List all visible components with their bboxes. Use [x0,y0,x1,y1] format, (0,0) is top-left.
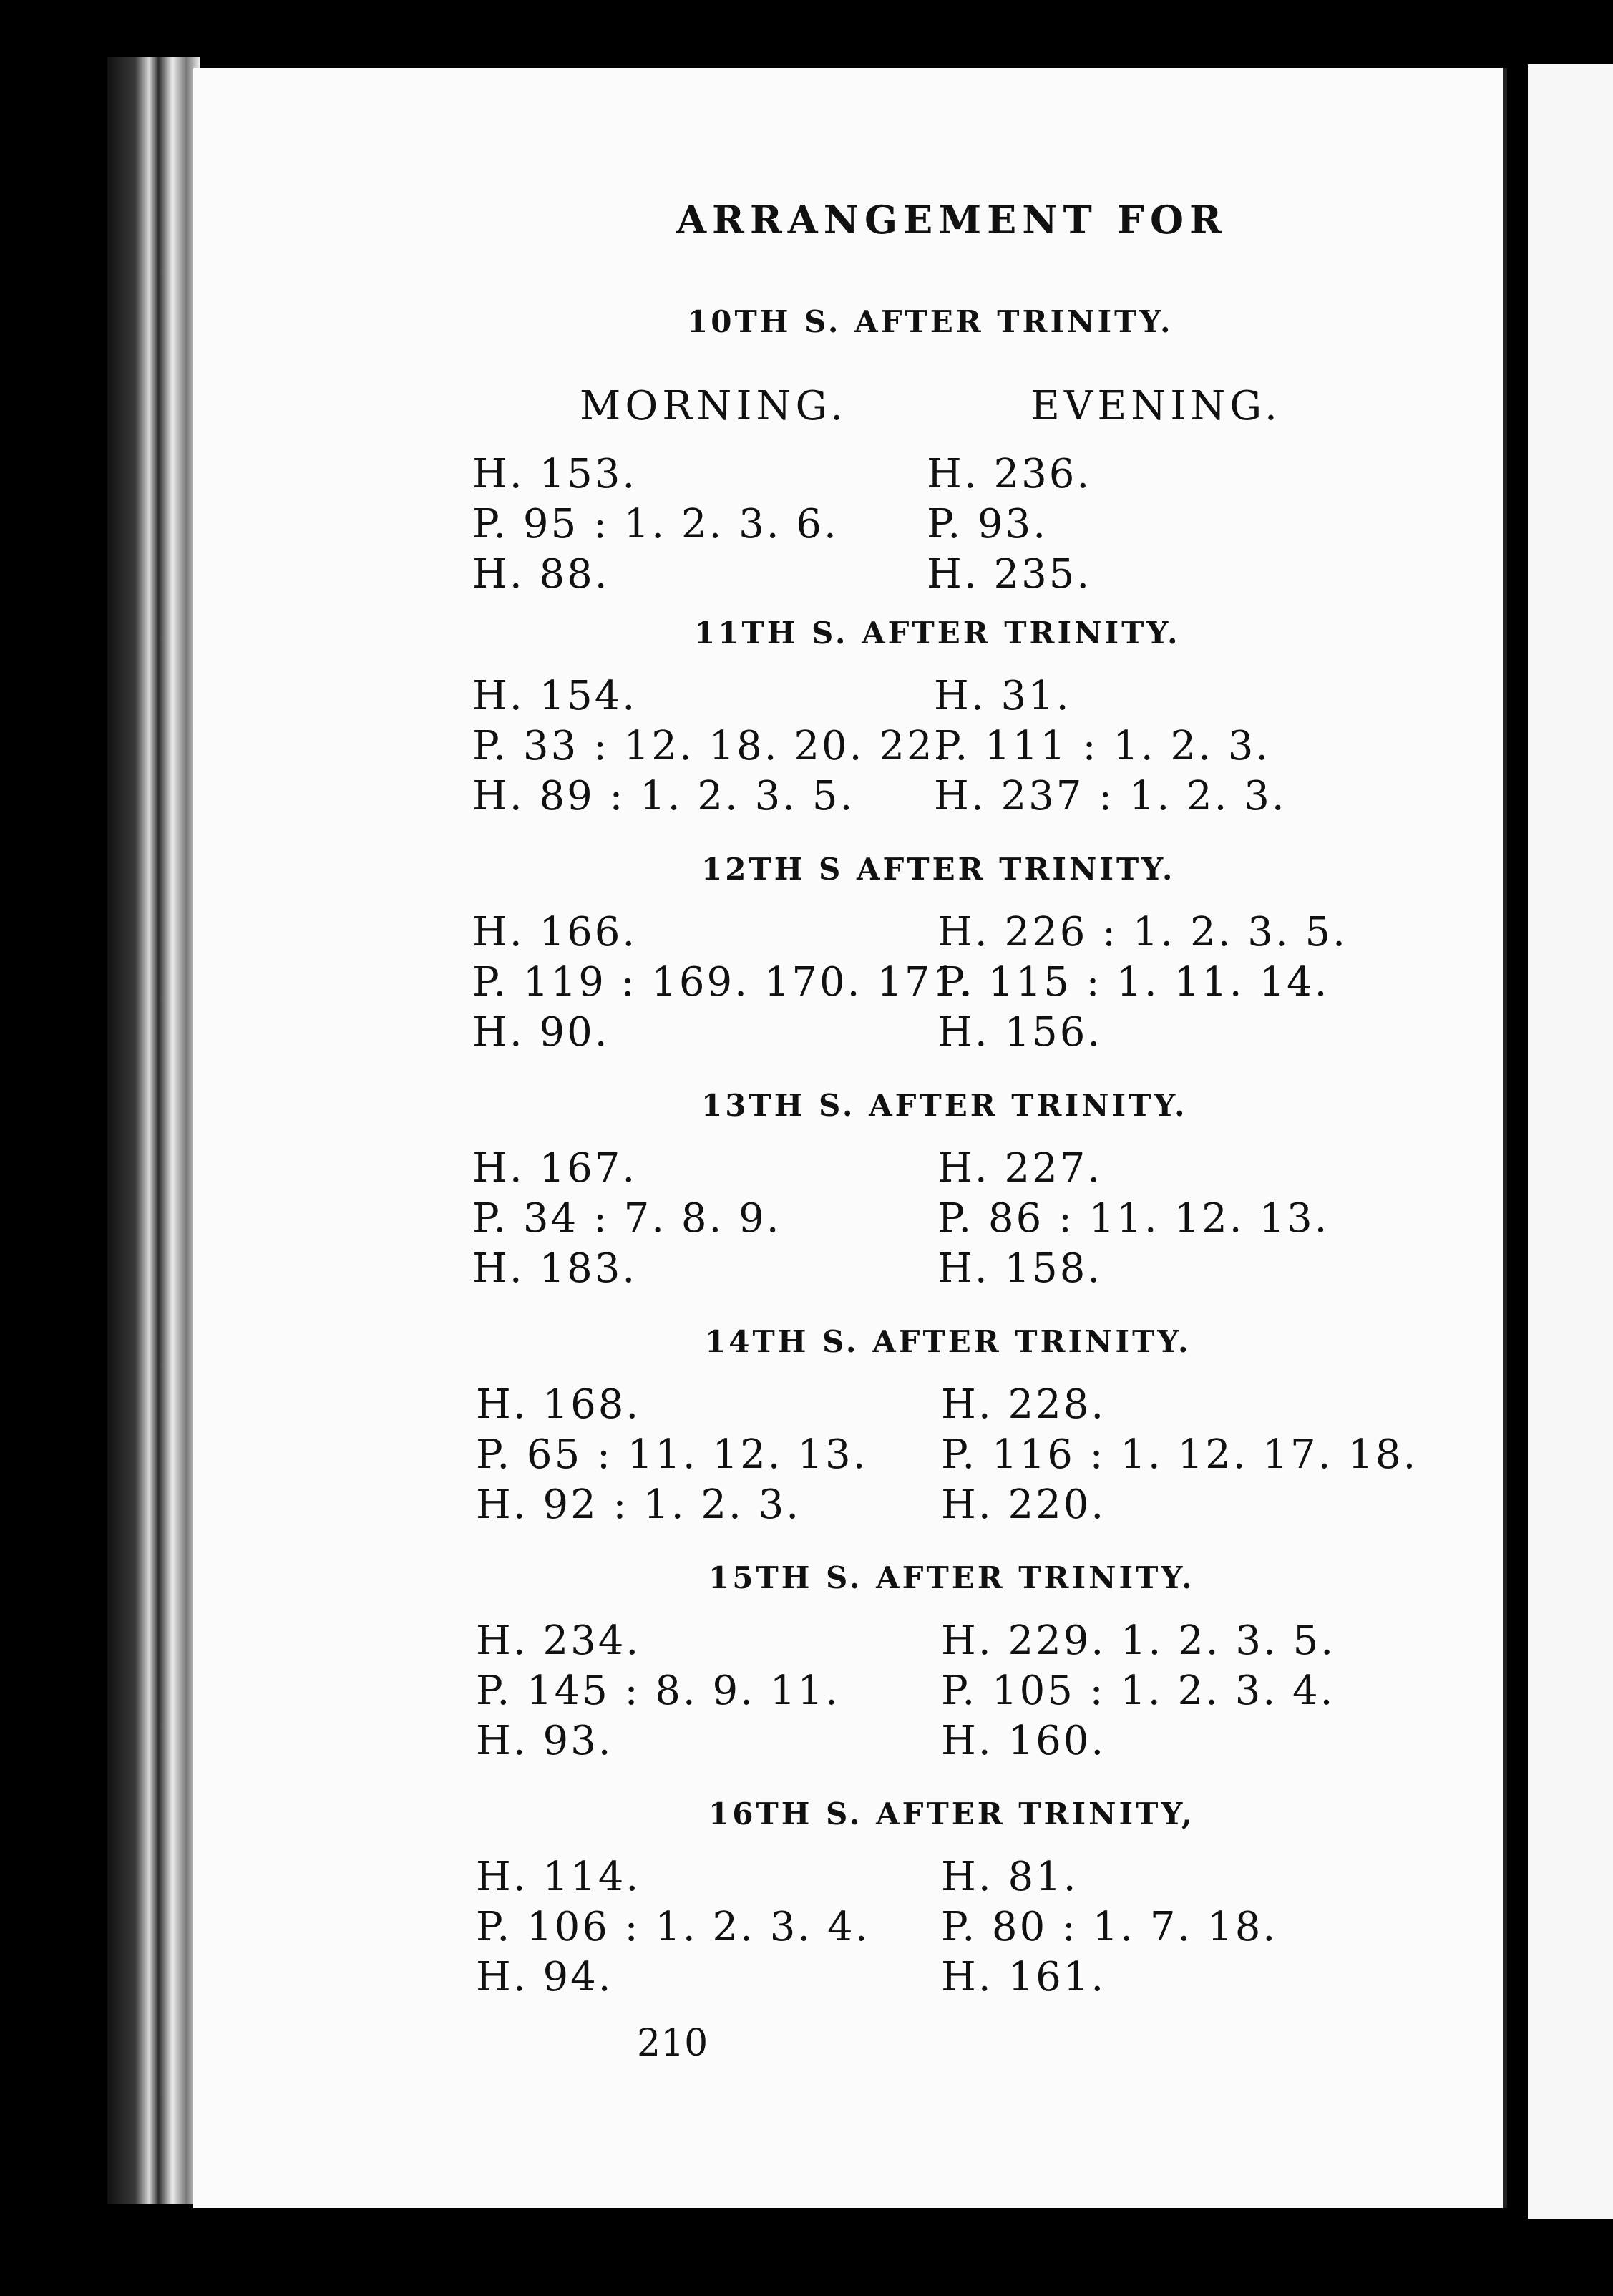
morning-line: P. 119 : 169. 170. 171. [472,959,975,1006]
evening-line: P. 93. [927,501,1048,548]
evening-line: H. 81. [941,1854,1078,1900]
section-title: 16TH S. AFTER TRINITY, [708,1796,1195,1832]
book-page [193,68,1507,2208]
evening-line: H. 237 : 1. 2. 3. [934,773,1287,819]
page-number: 210 [637,2022,708,2065]
section-title: 14TH S. AFTER TRINITY. [705,1324,1192,1359]
evening-header: EVENING. [1030,383,1282,429]
evening-line: H. 220. [941,1482,1106,1528]
evening-line: H. 236. [927,451,1092,497]
morning-line: P. 33 : 12. 18. 20. 22. [472,723,950,769]
adjacent-page-edge [1528,64,1613,2219]
morning-line: P. 145 : 8. 9. 11. [476,1668,840,1714]
morning-line: H. 153. [472,451,638,497]
evening-line: H. 158. [937,1245,1103,1292]
page-title-text: ARRANGEMENT FOR [676,197,1227,243]
evening-line: H. 228. [941,1381,1106,1428]
morning-line: H. 88. [472,551,610,598]
evening-line: P. 116 : 1. 12. 17. 18. [941,1431,1418,1478]
morning-line: H. 93. [476,1718,613,1764]
morning-line: H. 154. [472,673,638,719]
evening-line: P. 105 : 1. 2. 3. 4. [941,1668,1335,1714]
morning-line: H. 114. [476,1854,641,1900]
morning-line: H. 92 : 1. 2. 3. [476,1482,801,1528]
evening-line: P. 86 : 11. 12. 13. [937,1195,1330,1242]
morning-line: P. 65 : 11. 12. 13. [476,1431,868,1478]
morning-line: H. 166. [472,909,638,955]
morning-header: MORNING. [580,383,848,429]
evening-line: P. 80 : 1. 7. 18. [941,1904,1278,1950]
section-title: 15TH S. AFTER TRINITY. [708,1560,1195,1595]
page-title [193,197,1503,243]
evening-line: H. 160. [941,1718,1106,1764]
morning-line: H. 90. [472,1009,610,1056]
evening-line: H. 226 : 1. 2. 3. 5. [937,909,1348,955]
evening-line: H. 156. [937,1009,1103,1056]
morning-line: H. 94. [476,1954,613,2000]
section-title: 11TH S. AFTER TRINITY. [694,616,1181,651]
evening-line: P. 115 : 1. 11. 14. [937,959,1330,1006]
morning-line: H. 167. [472,1145,638,1192]
section-title: 12TH S AFTER TRINITY. [701,852,1176,887]
evening-line: P. 111 : 1. 2. 3. [934,723,1271,769]
morning-line: P. 106 : 1. 2. 3. 4. [476,1904,870,1950]
evening-line: H. 31. [934,673,1071,719]
evening-line: H. 161. [941,1954,1106,2000]
morning-line: H. 183. [472,1245,638,1292]
section-title: 10TH S. AFTER TRINITY. [687,304,1174,339]
evening-line: H. 235. [927,551,1092,598]
morning-line: H. 89 : 1. 2. 3. 5. [472,773,855,819]
evening-line: H. 227. [937,1145,1103,1192]
book-spine [107,57,200,2204]
morning-line: P. 95 : 1. 2. 3. 6. [472,501,839,548]
evening-line: H. 229. 1. 2. 3. 5. [941,1618,1336,1664]
morning-line: H. 234. [476,1618,641,1664]
morning-line: P. 34 : 7. 8. 9. [472,1195,781,1242]
section-title: 13TH S. AFTER TRINITY. [701,1088,1188,1123]
morning-line: H. 168. [476,1381,641,1428]
page-content [193,68,1503,2208]
